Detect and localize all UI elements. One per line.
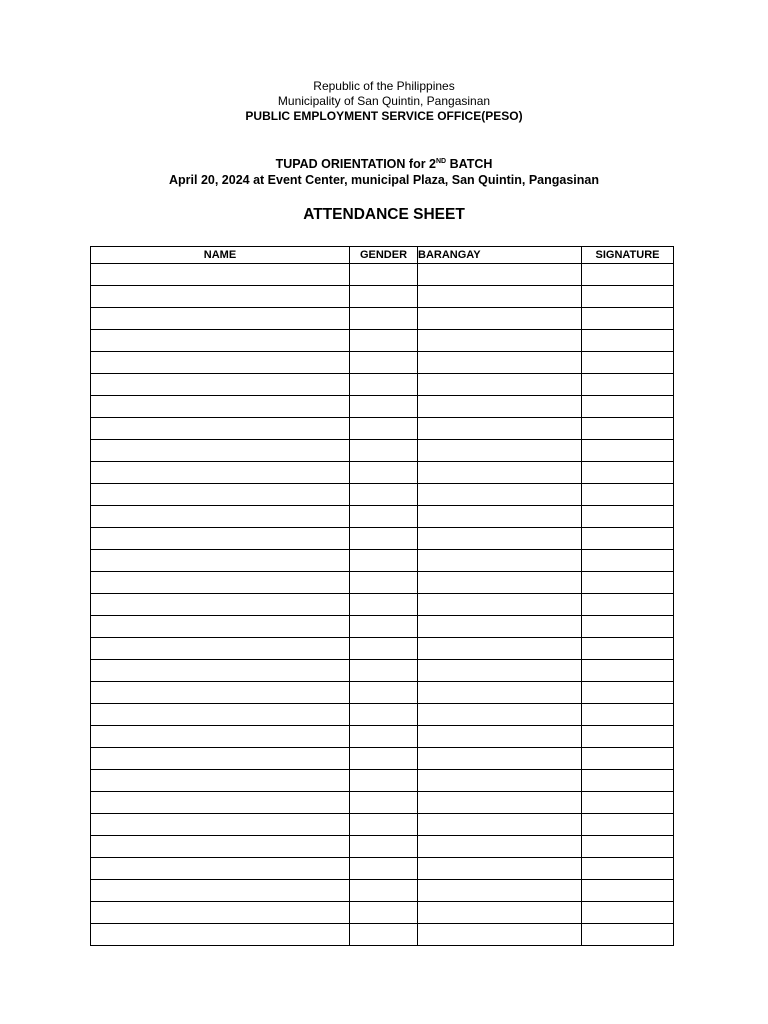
gender-cell <box>350 616 418 638</box>
table-row <box>91 682 674 704</box>
gender-cell <box>350 286 418 308</box>
barangay-cell <box>418 770 582 792</box>
gender-cell <box>350 748 418 770</box>
barangay-cell <box>418 814 582 836</box>
table-row <box>91 506 674 528</box>
name-cell <box>91 286 350 308</box>
barangay-cell <box>418 484 582 506</box>
gender-cell <box>350 484 418 506</box>
barangay-cell <box>418 792 582 814</box>
table-row <box>91 660 674 682</box>
column-header-signature: SIGNATURE <box>582 247 674 264</box>
table-row <box>91 748 674 770</box>
barangay-cell <box>418 924 582 946</box>
barangay-cell <box>418 638 582 660</box>
table-row <box>91 330 674 352</box>
gender-cell <box>350 264 418 286</box>
name-cell <box>91 638 350 660</box>
gender-cell <box>350 352 418 374</box>
signature-cell <box>582 418 674 440</box>
signature-cell <box>582 902 674 924</box>
gender-cell <box>350 836 418 858</box>
signature-cell <box>582 572 674 594</box>
table-row <box>91 638 674 660</box>
name-cell <box>91 374 350 396</box>
signature-cell <box>582 462 674 484</box>
barangay-cell <box>418 682 582 704</box>
gender-cell <box>350 462 418 484</box>
barangay-cell <box>418 902 582 924</box>
name-cell <box>91 682 350 704</box>
table-row <box>91 924 674 946</box>
signature-cell <box>582 638 674 660</box>
name-cell <box>91 660 350 682</box>
signature-cell <box>582 506 674 528</box>
barangay-cell <box>418 748 582 770</box>
signature-cell <box>582 484 674 506</box>
signature-cell <box>582 330 674 352</box>
table-row <box>91 594 674 616</box>
table-row <box>91 550 674 572</box>
event-title-prefix: TUPAD ORIENTATION for 2 <box>275 157 436 171</box>
signature-cell <box>582 704 674 726</box>
signature-cell <box>582 616 674 638</box>
signature-cell <box>582 880 674 902</box>
name-cell <box>91 902 350 924</box>
barangay-cell <box>418 836 582 858</box>
signature-cell <box>582 594 674 616</box>
name-cell <box>91 264 350 286</box>
barangay-cell <box>418 594 582 616</box>
gender-cell <box>350 330 418 352</box>
name-cell <box>91 484 350 506</box>
name-cell <box>91 528 350 550</box>
table-row <box>91 880 674 902</box>
barangay-cell <box>418 858 582 880</box>
name-cell <box>91 308 350 330</box>
column-header-gender: GENDER <box>350 247 418 264</box>
gender-cell <box>350 374 418 396</box>
signature-cell <box>582 726 674 748</box>
gender-cell <box>350 792 418 814</box>
header-office: PUBLIC EMPLOYMENT SERVICE OFFICE(PESO) <box>245 109 523 123</box>
name-cell <box>91 572 350 594</box>
signature-cell <box>582 308 674 330</box>
header-municipality: Municipality of San Quintin, Pangasinan <box>277 94 491 108</box>
name-cell <box>91 396 350 418</box>
gender-cell <box>350 572 418 594</box>
barangay-cell <box>418 330 582 352</box>
name-cell <box>91 704 350 726</box>
table-row <box>91 814 674 836</box>
table-row <box>91 902 674 924</box>
table-row <box>91 418 674 440</box>
signature-cell <box>582 792 674 814</box>
table-row <box>91 264 674 286</box>
table-row <box>91 484 674 506</box>
table-row <box>91 616 674 638</box>
signature-cell <box>582 836 674 858</box>
name-cell <box>91 418 350 440</box>
name-cell <box>91 836 350 858</box>
signature-cell <box>582 396 674 418</box>
signature-cell <box>582 286 674 308</box>
name-cell <box>91 924 350 946</box>
name-cell <box>91 330 350 352</box>
gender-cell <box>350 924 418 946</box>
table-row <box>91 726 674 748</box>
signature-cell <box>582 858 674 880</box>
gender-cell <box>350 902 418 924</box>
barangay-cell <box>418 704 582 726</box>
barangay-cell <box>418 616 582 638</box>
barangay-cell <box>418 528 582 550</box>
table-row <box>91 792 674 814</box>
name-cell <box>91 352 350 374</box>
gender-cell <box>350 726 418 748</box>
name-cell <box>91 880 350 902</box>
attendance-table-body <box>91 264 674 946</box>
gender-cell <box>350 638 418 660</box>
barangay-cell <box>418 506 582 528</box>
signature-cell <box>582 550 674 572</box>
gender-cell <box>350 594 418 616</box>
signature-cell <box>582 814 674 836</box>
name-cell <box>91 616 350 638</box>
table-row <box>91 528 674 550</box>
gender-cell <box>350 814 418 836</box>
name-cell <box>91 814 350 836</box>
gender-cell <box>350 550 418 572</box>
event-title <box>0 157 768 172</box>
name-cell <box>91 440 350 462</box>
signature-cell <box>582 528 674 550</box>
gender-cell <box>350 770 418 792</box>
barangay-cell <box>418 726 582 748</box>
event-title-superscript: ND <box>436 157 447 165</box>
barangay-cell <box>418 264 582 286</box>
signature-cell <box>582 748 674 770</box>
barangay-cell <box>418 286 582 308</box>
gender-cell <box>350 682 418 704</box>
table-row <box>91 308 674 330</box>
name-cell <box>91 506 350 528</box>
barangay-cell <box>418 660 582 682</box>
barangay-cell <box>418 396 582 418</box>
table-header-row <box>91 247 674 264</box>
gender-cell <box>350 308 418 330</box>
barangay-cell <box>418 418 582 440</box>
column-header-name: NAME <box>91 247 350 264</box>
signature-cell <box>582 770 674 792</box>
barangay-cell <box>418 352 582 374</box>
table-row <box>91 352 674 374</box>
barangay-cell <box>418 550 582 572</box>
gender-cell <box>350 858 418 880</box>
table-row <box>91 836 674 858</box>
barangay-cell <box>418 572 582 594</box>
table-row <box>91 572 674 594</box>
event-title-suffix: BATCH <box>446 157 493 171</box>
signature-cell <box>582 264 674 286</box>
table-row <box>91 440 674 462</box>
name-cell <box>91 792 350 814</box>
gender-cell <box>350 418 418 440</box>
gender-cell <box>350 396 418 418</box>
name-cell <box>91 594 350 616</box>
attendance-table <box>90 246 674 946</box>
barangay-cell <box>418 440 582 462</box>
name-cell <box>91 858 350 880</box>
gender-cell <box>350 440 418 462</box>
table-row <box>91 858 674 880</box>
gender-cell <box>350 528 418 550</box>
name-cell <box>91 726 350 748</box>
column-header-barangay: BARANGAY <box>418 247 582 264</box>
gender-cell <box>350 880 418 902</box>
event-details: April 20, 2024 at Event Center, municipal Plaza, San Quintin, Pangasinan <box>169 173 599 187</box>
barangay-cell <box>418 374 582 396</box>
name-cell <box>91 748 350 770</box>
signature-cell <box>582 660 674 682</box>
name-cell <box>91 550 350 572</box>
signature-cell <box>582 352 674 374</box>
table-row <box>91 374 674 396</box>
table-row <box>91 770 674 792</box>
table-row <box>91 704 674 726</box>
gender-cell <box>350 506 418 528</box>
signature-cell <box>582 374 674 396</box>
table-row <box>91 462 674 484</box>
name-cell <box>91 770 350 792</box>
table-row <box>91 396 674 418</box>
gender-cell <box>350 704 418 726</box>
barangay-cell <box>418 462 582 484</box>
header-republic: Republic of the Philippines <box>313 79 455 93</box>
sheet-title: ATTENDANCE SHEET <box>303 206 465 223</box>
gender-cell <box>350 660 418 682</box>
barangay-cell <box>418 308 582 330</box>
name-cell <box>91 462 350 484</box>
signature-cell <box>582 924 674 946</box>
barangay-cell <box>418 880 582 902</box>
signature-cell <box>582 682 674 704</box>
signature-cell <box>582 440 674 462</box>
table-row <box>91 286 674 308</box>
